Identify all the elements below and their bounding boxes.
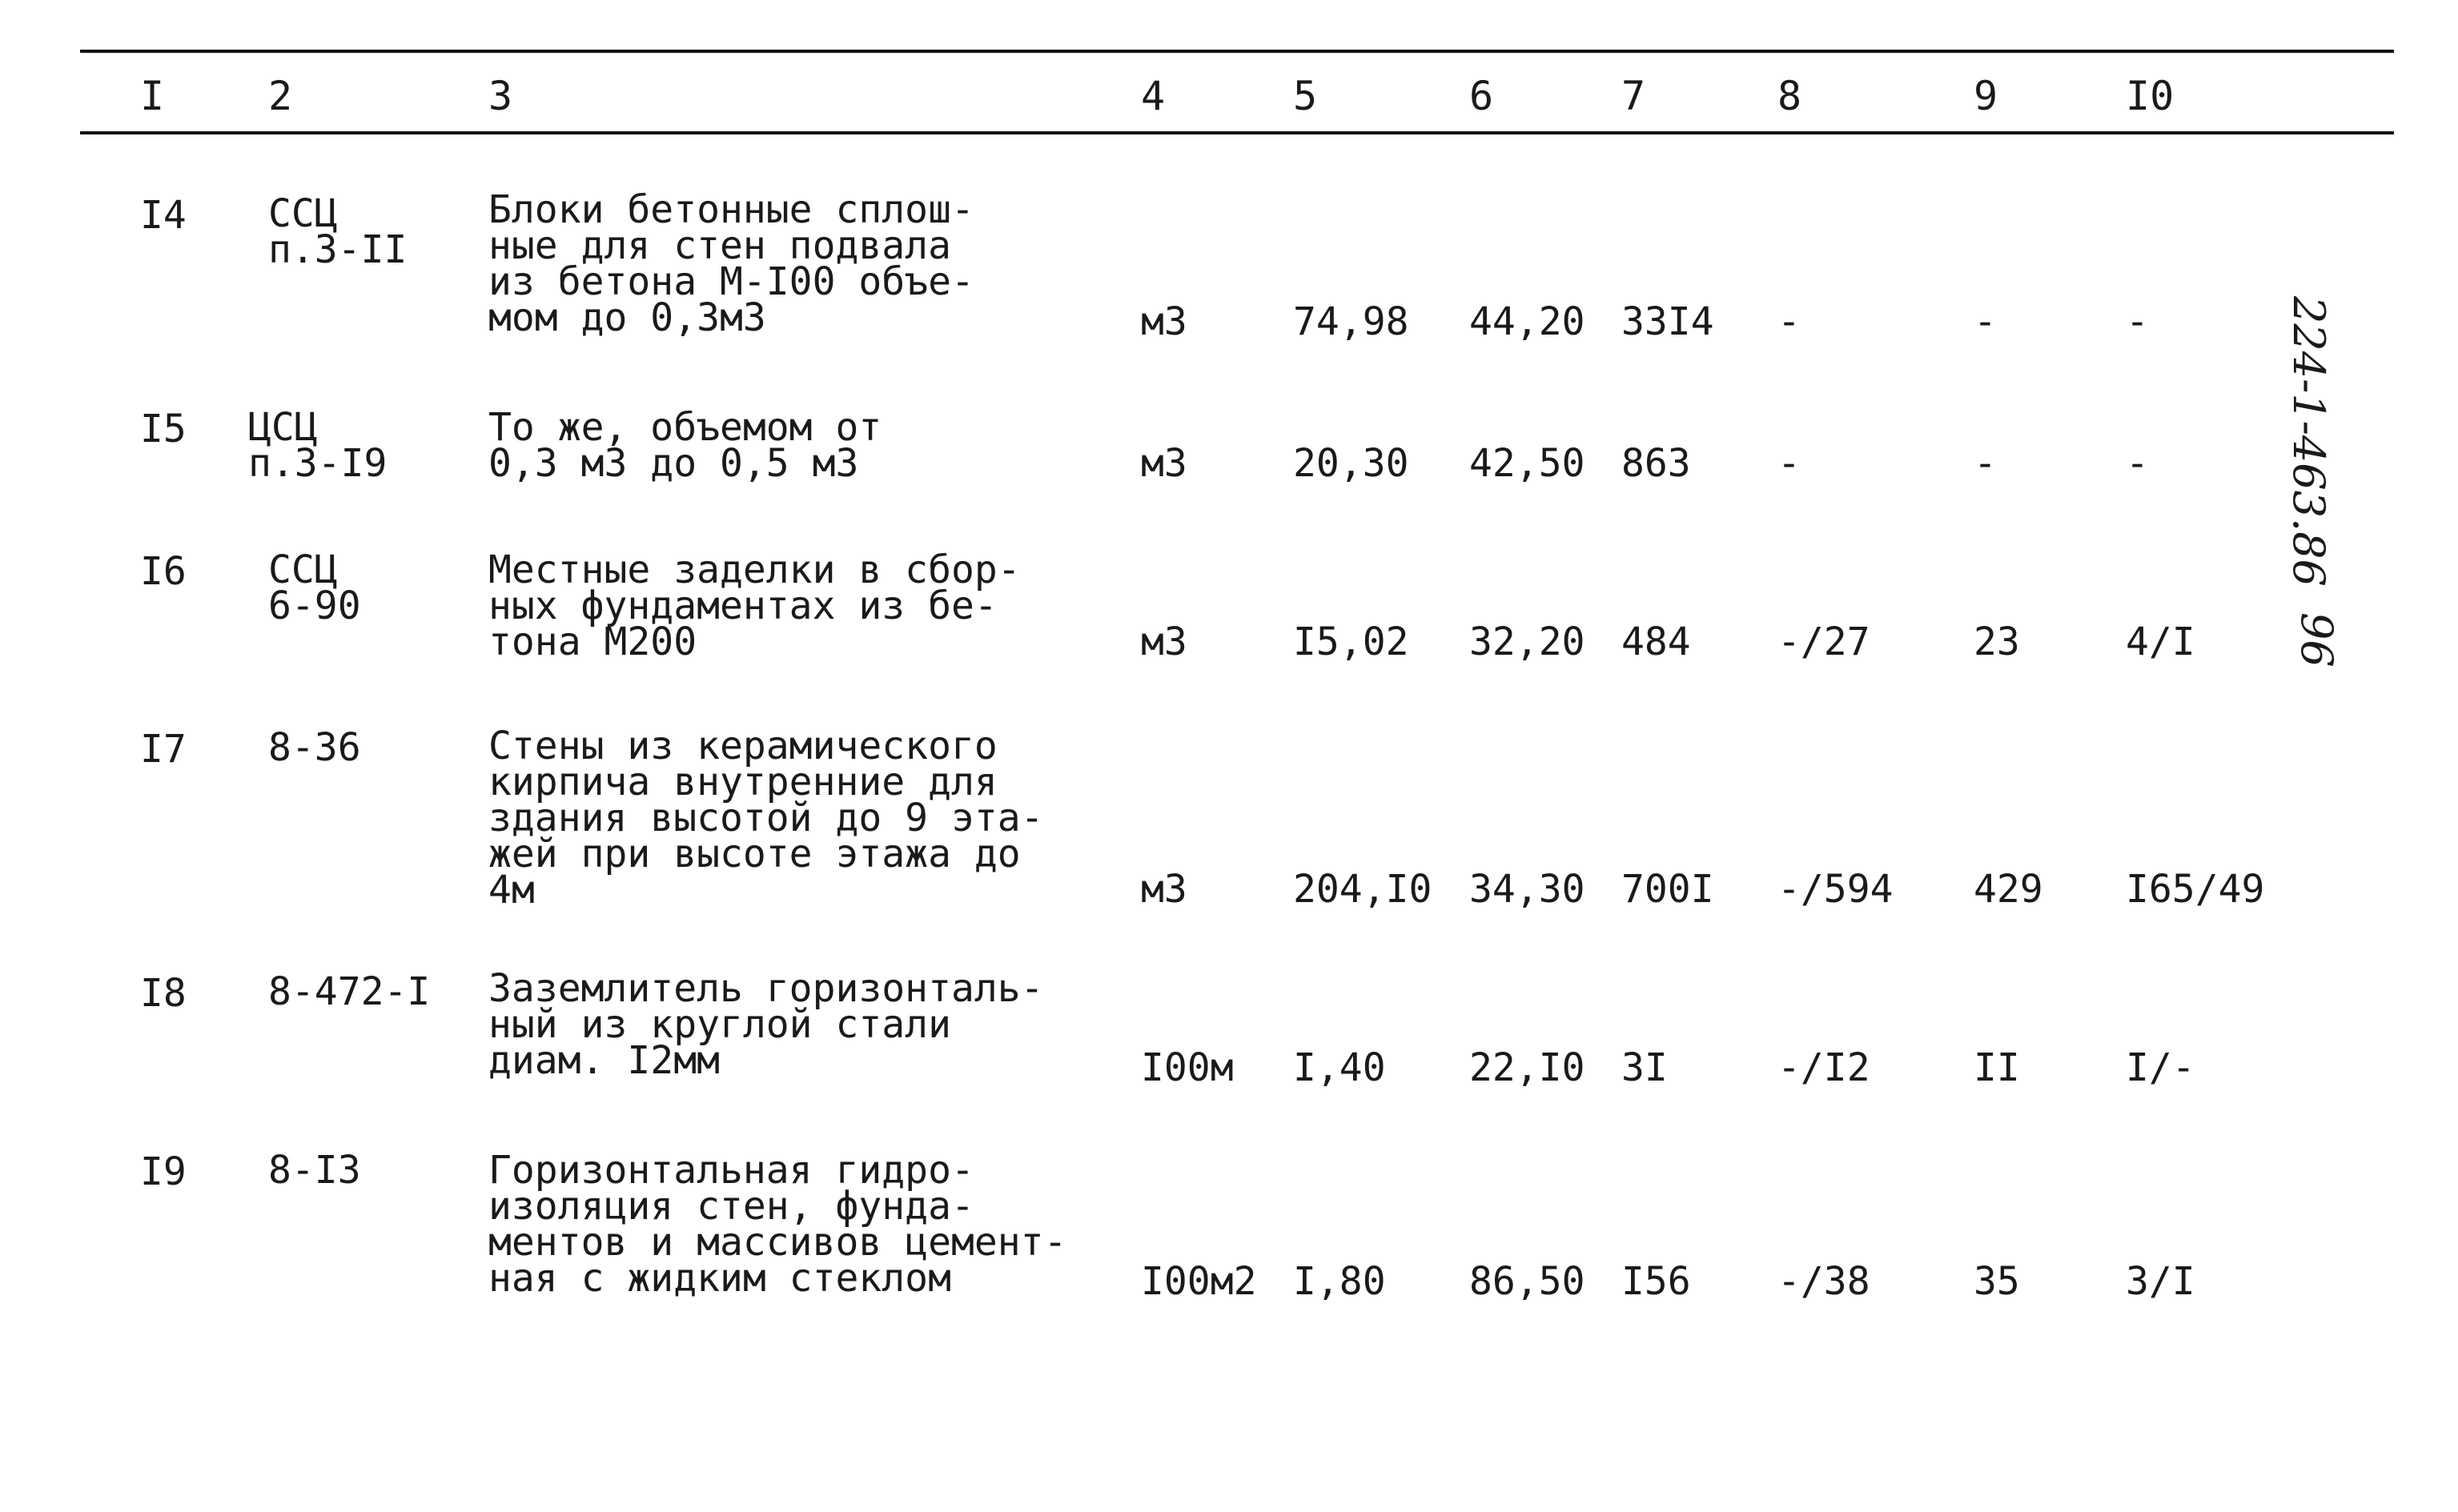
row-col-8: -/I2 bbox=[1777, 1045, 1870, 1090]
header-col-1: I bbox=[140, 73, 165, 119]
row-col-9: - bbox=[1974, 441, 1997, 486]
row-description: Заземлитель горизонталь- ный из круглой стали диам. I2мм bbox=[488, 966, 1044, 1083]
row-description: Горизонтальная гидро- изоляция стен, фунда- ментов и массивов цемент- ная с жидким стеклом bbox=[488, 1148, 1067, 1301]
row-quantity: 20,30 bbox=[1293, 441, 1409, 486]
row-code: 8-36 bbox=[268, 725, 361, 770]
row-total: I56 bbox=[1621, 1259, 1691, 1304]
page-number: 96 bbox=[2291, 612, 2342, 668]
row-number: I6 bbox=[140, 549, 187, 594]
row-quantity: I,40 bbox=[1293, 1045, 1386, 1090]
row-unit-price: 42,50 bbox=[1469, 441, 1585, 486]
header-col-6: 6 bbox=[1469, 73, 1494, 119]
row-description: Блоки бетонные сплош- ные для стен подвала из бетона М-I00 объе- мом до 0,3м3 bbox=[488, 187, 974, 340]
row-total: 484 bbox=[1621, 620, 1691, 664]
row-col-10: 4/I bbox=[2126, 620, 2195, 664]
row-total: 3I bbox=[1621, 1045, 1668, 1090]
row-col-9: 23 bbox=[1974, 620, 2020, 664]
row-col-9: 429 bbox=[1974, 867, 2043, 912]
row-col-10: I/- bbox=[2126, 1045, 2195, 1090]
row-col-10: - bbox=[2126, 441, 2149, 486]
row-code: ССЦ 6-90 bbox=[268, 547, 361, 628]
row-quantity: I,80 bbox=[1293, 1259, 1386, 1304]
row-unit: I00м bbox=[1141, 1045, 1234, 1090]
row-description: Стены из керамического кирпича внутренние для здания высотой до 9 эта- жей при высоте этажа до 4м bbox=[488, 724, 1044, 912]
row-col-8: -/27 bbox=[1777, 620, 1870, 664]
row-code: 8-I3 bbox=[268, 1148, 361, 1193]
row-number: I8 bbox=[140, 971, 187, 1016]
row-description: Местные заделки в сбор- ных фундаментах из бе- тона М200 bbox=[488, 547, 1021, 664]
header-col-3: 3 bbox=[488, 73, 513, 119]
row-col-10: - bbox=[2126, 299, 2149, 344]
header-col-5: 5 bbox=[1293, 73, 1318, 119]
row-total: 863 bbox=[1621, 441, 1691, 486]
row-unit: м3 bbox=[1141, 867, 1187, 912]
row-number: I4 bbox=[140, 193, 187, 238]
row-col-8: -/594 bbox=[1777, 867, 1894, 912]
row-col-8: -/38 bbox=[1777, 1259, 1870, 1304]
header-col-7: 7 bbox=[1621, 73, 1646, 119]
row-col-9: II bbox=[1974, 1045, 2020, 1090]
header-col-4: 4 bbox=[1141, 73, 1166, 119]
row-col-9: 35 bbox=[1974, 1259, 2020, 1304]
row-total: 33I4 bbox=[1621, 299, 1714, 344]
row-description: То же, объемом от 0,3 м3 до 0,5 м3 bbox=[488, 405, 882, 486]
row-code: ССЦ п.3-II bbox=[268, 191, 408, 272]
header-col-9: 9 bbox=[1974, 73, 1998, 119]
row-code: ЦСЦ п.3-I9 bbox=[248, 405, 388, 486]
row-number: I9 bbox=[140, 1149, 187, 1194]
header-col-2: 2 bbox=[268, 73, 293, 119]
row-unit-price: 44,20 bbox=[1469, 299, 1585, 344]
row-quantity: I5,02 bbox=[1293, 620, 1409, 664]
row-number: I5 bbox=[140, 407, 187, 451]
row-col-9: - bbox=[1974, 299, 1997, 344]
row-unit: I00м2 bbox=[1141, 1259, 1257, 1304]
row-col-10: I65/49 bbox=[2126, 867, 2265, 912]
row-unit-price: 22,I0 bbox=[1469, 1045, 1585, 1090]
row-unit: м3 bbox=[1141, 620, 1187, 664]
row-col-8: - bbox=[1777, 441, 1801, 486]
row-unit-price: 34,30 bbox=[1469, 867, 1585, 912]
row-col-8: - bbox=[1777, 299, 1801, 344]
margin-document-code: 224-1-463.86 bbox=[2283, 296, 2334, 587]
row-unit: м3 bbox=[1141, 299, 1187, 344]
table-header-rule bbox=[80, 131, 2394, 134]
row-code: 8-472-I bbox=[268, 969, 431, 1014]
row-col-10: 3/I bbox=[2126, 1259, 2195, 1304]
row-unit-price: 86,50 bbox=[1469, 1259, 1585, 1304]
header-col-8: 8 bbox=[1777, 73, 1802, 119]
row-number: I7 bbox=[140, 727, 187, 772]
row-unit: м3 bbox=[1141, 441, 1187, 486]
row-total: 700I bbox=[1621, 867, 1714, 912]
table-top-rule bbox=[80, 50, 2394, 53]
row-quantity: 204,I0 bbox=[1293, 867, 1432, 912]
row-quantity: 74,98 bbox=[1293, 299, 1409, 344]
header-col-10: I0 bbox=[2126, 73, 2175, 119]
row-unit-price: 32,20 bbox=[1469, 620, 1585, 664]
